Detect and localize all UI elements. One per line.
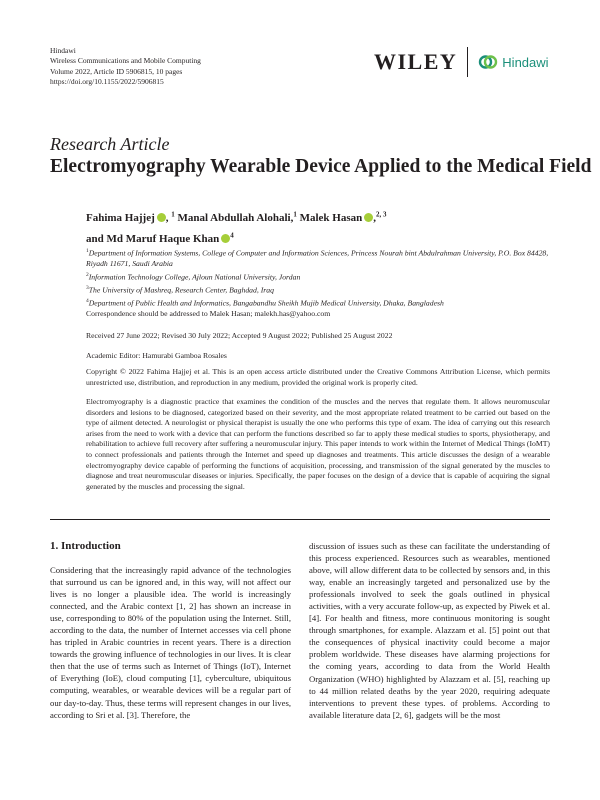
wiley-logo: WILEY — [374, 49, 458, 74]
author-list — [86, 205, 546, 248]
affiliation: $^4$Department of Public Health and Informatics, Bangabandhu Sheikh Mujib Medical University, Dhaka, Bangladesh — [86, 298, 444, 308]
article-type: Research Article — [50, 134, 170, 154]
intro-column-right: discussion of issues such as these can facilitate the understanding of this process experienced. Resources such as wearables, mentioned above, will allow different data to be collected by sensors and, in this way, enable an increasingly targeted and personalized use by the professionals involved to seek the goals outlined in physical activities, with a very accurate follow-up, as expected by Piwek et al. [4]. For health and fitness, more continuous monitoring is sought through smartphones, for example. Alazzam et al. [5] point out that the consequences of physical inactivity could become a major problem worldwide. These diseases have alarming projections for the coming years, according to data from the World Health Organization (WHO) highlighted by Alazzam et al. [5], reaching up to 44 million related deaths by the year 2020, requiring adequate interventions to prevent these types. of problems. According to available literature data [2, 6], gadgets will be the most — [309, 541, 550, 720]
dates: Received 27 June 2022; Revised 30 July 2022; Accepted 9 August 2022; Published 25 August 2022 — [86, 331, 393, 340]
orcid-icon[interactable] — [221, 234, 230, 243]
author[interactable]: Manal Abdullah Alohali,$^1$ — [177, 210, 297, 224]
article-title: Electromyography Wearable Device Applied to the Medical Field — [50, 156, 592, 177]
copyright: Copyright © 2022 Fahima Hajjej et al. This is an open access article distributed under the Creative Commons Attribution License, which permits unrestricted use, distribution, and reproduction in any medium, provided the original work is properly cited. — [86, 367, 550, 387]
publisher-logos — [374, 47, 549, 77]
orcid-icon[interactable] — [157, 213, 166, 222]
correspondence[interactable]: Correspondence should be addressed to Malek Hasan; malekh.has@yahoo.com — [86, 309, 331, 318]
publisher-line: Hindawi — [50, 46, 76, 55]
intro-column-left: Considering that the increasingly rapid advance of the technologies that surround us can be ignored and, in this way, will not affect our lives is no longer a plausible idea. The world is increasingly connected, and the Arabic context [1, 2] has shown an increase in use, corresponding to 80% of the population using the Internet. Still, according to the data, the number of Internet accesses via cell phone has tripled in Arabic countries in recent years. There is a direction towards the growing influence of technologies in our lives. It is clear then that the use of terms such as Internet of Things (IoT), Internet of Everything (IoE), cloud computing [1], cyberculture, ubiquitous computing, wearables, or wearable devices will be a regular part of our day-to-day. Thus, these terms will represent changes in our lives, according to Sri et al. [3]. Therefore, the — [50, 565, 291, 720]
orcid-icon[interactable] — [364, 213, 373, 222]
author[interactable]: Fahima Hajjej , $^1$ — [86, 210, 175, 224]
author[interactable]: Malek Hasan ,$^{2, 3}$ — [299, 210, 387, 224]
abstract: Electromyography is a diagnostic practice that examines the condition of the muscles and the nerves that regulate them. It allows neuromuscular disorders and lesions to be diagnosed, categorized based on their severity, and the most appropriate related treatment to be carried out based on the type of ailment detected. A neurologist or physical therapist is usually the one who performs this type of exam. The idea of carrying out this research arises from the need to work with a device that can perform the functions described so far to apply these medical studies to sports, physiotherapy, and rehabilitation to achieve full recovery after suffering a neuromuscular injury. This paper intends to work within the Internet of Medical Things (IoMT) to connect professionals and patients through the Internet and speed up diagnoses and treatments. This article discusses the design of a wearable electromyography device capable of performing the functions of acquisition, processing, and transmission of the signal generated by the muscles to diagnose and treat neuromuscular diseases or injuries. Specifically, the paper focuses on the design of a device that is capable of acquiring the signal generated by the muscles and processing the signal. — [86, 397, 550, 491]
affiliation: $^3$The University of Mashreq, Research Center, Baghdad, Iraq — [86, 284, 274, 295]
affiliation: $^2$Information Technology College, Ajloun National University, Jordan — [86, 271, 301, 282]
academic-editor: Academic Editor: Hamurabi Gamboa Rosales — [86, 351, 227, 360]
section-divider — [50, 519, 550, 520]
hindawi-logo-text: Hindawi — [502, 54, 549, 70]
hindawi-mark-icon — [478, 52, 498, 72]
doi-link[interactable]: https://doi.org/10.1155/2022/5906815 — [50, 76, 164, 86]
journal-name: Wireless Communications and Mobile Computing — [50, 56, 201, 66]
affiliation: $^1$Department of Information Systems, College of Computer and Information Sciences, Princess Nourah bint Abdulrahman University, P.O. Box 84428, Riyadh 11671, Saudi Arabia — [86, 248, 549, 269]
journal-header — [50, 46, 201, 87]
author[interactable]: and Md Maruf Haque Khan $^4$ — [86, 231, 234, 246]
section-heading: 1. Introduction — [50, 540, 121, 552]
volume-info: Volume 2022, Article ID 5906815, 10 pages — [50, 66, 183, 76]
logo-divider — [467, 47, 468, 77]
affiliations — [86, 246, 556, 309]
